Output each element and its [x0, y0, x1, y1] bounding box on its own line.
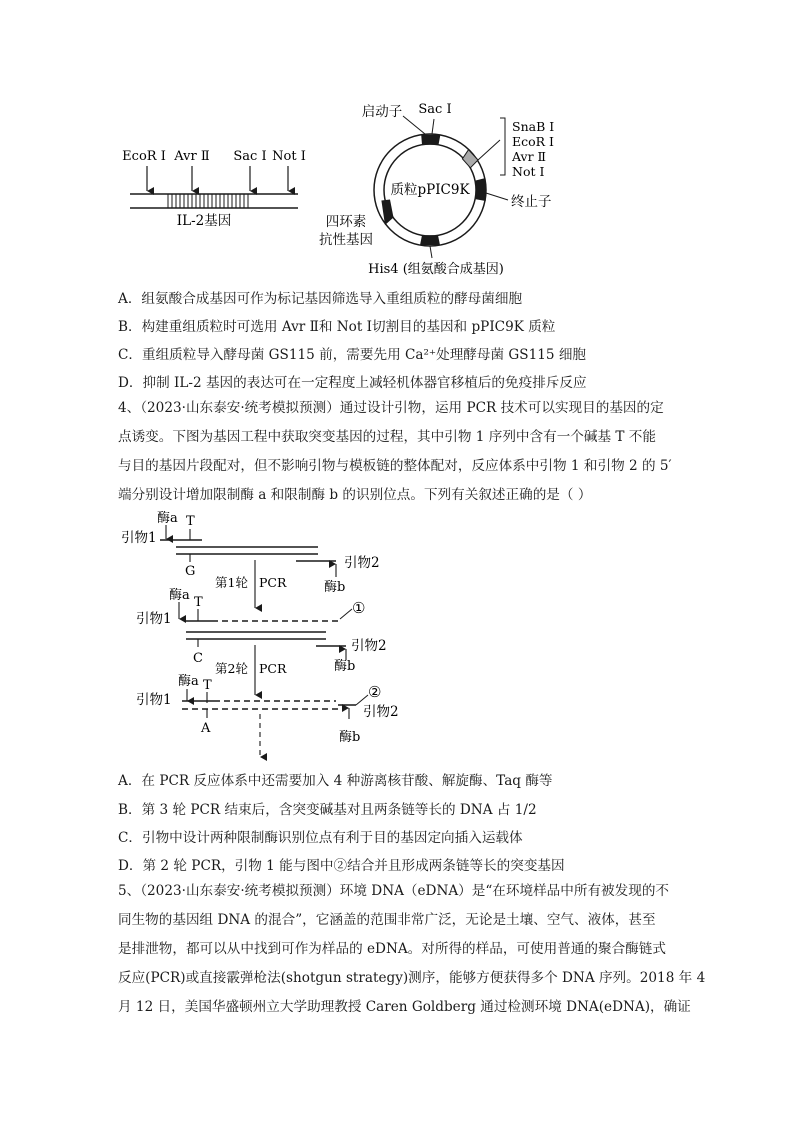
q5-stem — [118, 877, 706, 1022]
site-label-saci: Sac Ⅰ — [233, 149, 267, 164]
il2-gene-diagram — [122, 149, 306, 229]
q4-stem-line: 点诱变。下图为基因工程中获取突变基因的过程，其中引物 1 序列中含有一个碱基 T 不能 — [118, 429, 656, 445]
figure-plasmid — [0, 0, 794, 290]
mcs-label-avrii: Avr Ⅱ — [512, 149, 547, 164]
q4-option-b: B．第 3 轮 PCR 结束后，含突变碱基对且两条链等长的 DNA 占 1/2 — [118, 802, 537, 818]
primer1-label: 引物1 — [121, 530, 157, 546]
q4-option-d: D．第 2 轮 PCR，引物 1 能与图中②结合并且形成两条链等长的突变基因 — [118, 858, 565, 874]
sac-label: Sac Ⅰ — [418, 102, 452, 117]
plasmid-label: 质粒pPIC9K — [390, 182, 470, 198]
mark-1: ① — [352, 599, 366, 617]
q4-stem — [118, 394, 674, 510]
site-label-noti: Not Ⅰ — [272, 149, 306, 164]
q5-stem-line: 月 12 日，美国华盛顿州立大学助理教授 Caren Goldberg 通过检测环境 DNA(eDNA)，确证 — [118, 999, 691, 1015]
q3-option-a: A．组氨酸合成基因可作为标记基因筛选导入重组质粒的酵母菌细胞 — [118, 291, 523, 307]
round1-label: 第1轮 — [215, 575, 248, 590]
a-label: A — [201, 721, 211, 736]
his4-block — [420, 235, 440, 245]
enzyme-b-label: 酶b — [339, 730, 361, 745]
enzyme-b-label: 酶b — [324, 580, 346, 595]
q3-option-b: B．构建重组质粒时可选用 Avr Ⅱ和 Not Ⅰ切割目的基因和 pPIC9K 质粒 — [118, 319, 556, 335]
tet-label-2: 抗性基因 — [319, 232, 373, 248]
figure-pcr — [0, 505, 794, 765]
round2-pcr-label: PCR — [259, 661, 287, 676]
gene-label: IL-2基因 — [176, 213, 232, 229]
q3-option-c: C．重组质粒导入酵母菌 GS115 前，需要先用 Ca²⁺处理酵母菌 GS115 细胞 — [118, 347, 587, 363]
g-label: G — [185, 564, 196, 579]
q4-option-c: C．引物中设计两种限制酶识别位点有利于目的基因定向插入运载体 — [118, 830, 523, 846]
q4-option-a: A．在 PCR 反应体系中还需要加入 4 种游离核苷酸、解旋酶、Taq 酶等 — [118, 773, 553, 789]
q3-option-d: D．抑制 IL-2 基因的表达可在一定程度上减轻机体器官移植后的免疫排斥反应 — [118, 375, 587, 391]
il2-gene-hatch — [168, 194, 248, 208]
q5-stem-line: 5、（2023·山东泰安·统考模拟预测）环境 DNA（eDNA）是“在环境样品中所有被发现的不 — [118, 883, 670, 899]
site-label-avrii: Avr Ⅱ — [174, 149, 210, 164]
q4-stem-line: 与目的基因片段配对，但不影响引物与模板链的整体配对，反应体系中引物 1 和引物 2 的 5′ — [118, 458, 672, 474]
terminator-block — [476, 178, 486, 201]
t-label: T — [203, 678, 212, 693]
enzyme-a-label: 酶a — [157, 511, 178, 526]
mcs-label-noti: Not Ⅰ — [512, 164, 545, 179]
site-label-ecori: EcoR Ⅰ — [122, 149, 166, 164]
plasmid-diagram — [319, 102, 554, 277]
mcs-label-ecori: EcoR Ⅰ — [512, 134, 554, 149]
q4-stem-line: 端分别设计增加限制酶 a 和限制酶 b 的识别位点。下列有关叙述正确的是（ ） — [118, 487, 592, 503]
primer2-label: 引物2 — [344, 555, 380, 571]
primer1-label: 引物1 — [136, 611, 172, 627]
mcs-block — [462, 150, 478, 168]
promoter-block — [421, 135, 440, 145]
q5-stem-line: 同生物的基因组 DNA 的混合”，它涵盖的范围非常广泛，无论是土壤、空气、液体，甚至 — [118, 912, 656, 928]
his4-label: His4 (组氨酸合成基因) — [368, 262, 504, 277]
primer1-label: 引物1 — [136, 692, 172, 708]
round2-label: 第2轮 — [215, 661, 248, 676]
c-label: C — [193, 651, 203, 666]
terminator-label: 终止子 — [511, 194, 552, 210]
primer2-label: 引物2 — [351, 638, 387, 654]
round1-pcr-label: PCR — [259, 575, 287, 590]
enzyme-b-label: 酶b — [334, 659, 356, 674]
promoter-label: 启动子 — [361, 104, 403, 120]
q5-stem-line: 是排泄物，都可以从中找到可作为样品的 eDNA。对所得的样品，可使用普通的聚合酶链式 — [118, 941, 666, 957]
enzyme-a-label: 酶a — [178, 674, 199, 689]
t-label: T — [186, 514, 195, 529]
q4-stem-line: 4、（2023·山东泰安·统考模拟预测）通过设计引物，运用 PCR 技术可以实现目的基因的定 — [118, 400, 664, 416]
tet-label-1: 四环素 — [325, 214, 367, 230]
mark-2: ② — [368, 683, 382, 701]
enzyme-a-label: 酶a — [169, 588, 190, 603]
mcs-label-snabi: SnaB Ⅰ — [512, 119, 555, 134]
q5-stem-line: 反应(PCR)或直接霰弹枪法(shotgun strategy)测序，能够方便获得多个 DNA 序列。2018 年 4 — [118, 970, 706, 986]
t-label: T — [194, 595, 203, 610]
primer2-label: 引物2 — [363, 704, 399, 720]
